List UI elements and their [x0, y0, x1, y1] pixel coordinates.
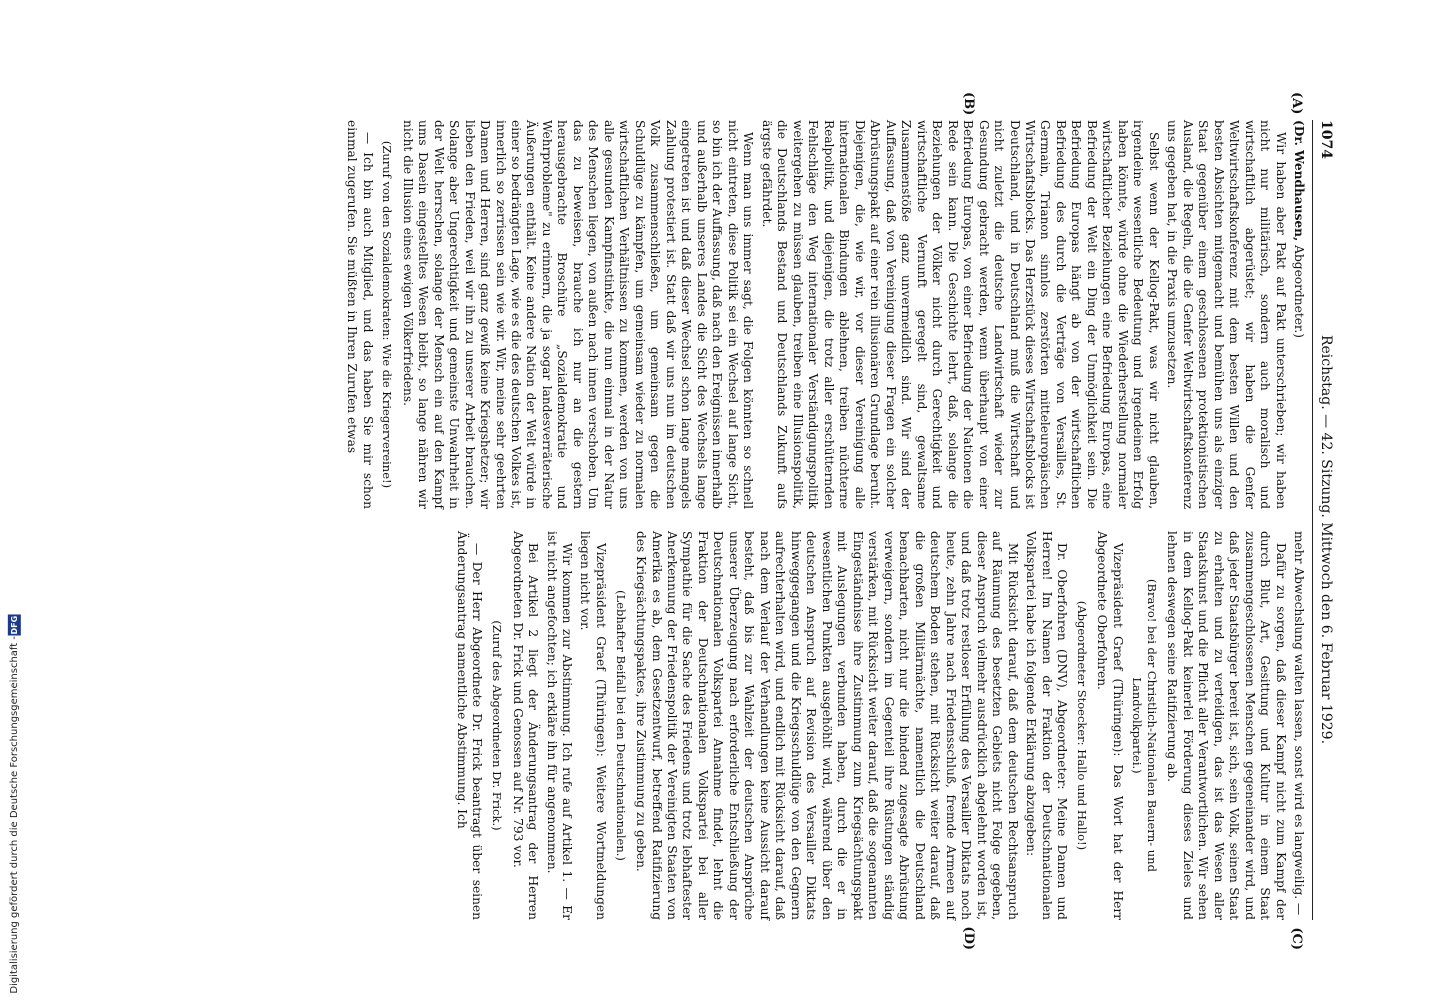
- margin-marker-b: (B): [961, 92, 977, 116]
- interjection: (Zuruf des Abgeordneten Dr. Frick.): [490, 620, 505, 831]
- paragraph: Selbst wenn der Kellog-Pakt, was wir nicht glauben, irgendeine wesentliche Bedeutung und irgendeinen Erfolg haben könnte, würde ohne die Wiederherstellung normaler wirtschaftlicher Beziehungen eine Befriedung Europas, eine Befriedung der Welt ein Ding der Unmöglichkeit sein. Die Befriedung Europas hängt ab von der wirtschaftlichen Befriedung des durch die Verträge von Versailles, St. Germain, Trianon sinnlos zerstörten mitteleuropäischen Wirtschaftsblocks. Das Herzstück dieses Wirtschaftsblocks ist Deutschland, und in Deutschland muß die Wirtschaft und nicht zuletzt die deutsche Landwirtschaft wieder zur Gesundung gebracht werden, wenn überhaupt von einer Befriedung Europas, von einer Befriedung der Nationen die Rede sein kann. Die Geschichte lehrt, daß, solange die Beziehungen der Völker nicht durch Gerechtigkeit und wirtschaftliche Vernunft geregelt sind, gewaltsame Zusammenstöße ganz unvermeidlich sind. Wir sind der Auffassung, daß von Vereinigung dieser Fragen ein solcher Abrüstungspakt auf einer rein illusionären Grundlage beruht. Diejenigen, die, wie wir, vor dieser Vereinigung alle internationalen Bindungen ablehnen, treiben nüchterne Realpolitik, und diejenigen, die trotz aller erschütternden Fehlschläge den Weg internationaler Verständigungspolitik weitergehen zu müssen glauben, treiben eine Illusionspolitik, die Deutschlands Bestand und Deutschlands Zukunft aufs ärgste gefährdet.: [759, 120, 1161, 509]
- page-header: [1312, 120, 1334, 920]
- speaker-name: (Dr. Wendhausen,: [1292, 120, 1307, 242]
- paragraph: Wenn man uns immer sagt, die Folgen könnten so schnell nicht eintreten, diese Politik sei ein Wechsel auf lange Sicht, so bin ich der Auffassung, daß nach den Ereignissen innerhalb und außerhalb unseres Landes die Sicht des Wechsels lange eingetreten ist und daß dieser Wechsel schon lange mangels Zahlung protestiert ist. Statt daß wir uns nun im deutschen Volk zusammenschließen, um gemeinsam gegen die Schuldlüge zu kämpfen, um gemeinsam wieder zu normalen wirtschaftlichen Verhältnissen zu kommen, werden von uns alle gesunden Kampfinstinkte, die nun einmal in der Natur des Menschen liegen, von außen nach innen verschoben. Um das zu beweisen, brauche ich nur an die gestern herausgebrachte Broschüre „Sozialdemokratie und Wehrprobleme" zu erinnern, die ja sogar landesverräterische Äußerungen enthält. Keine andere Nation der Welt würde in einer so bedrängten Lage, wie es die des deutschen Volkes ist, innerlich so zerrissen sein wie wir. Wir, meine sehr geehrten Damen und Herren, sind ganz gewiß keine Kriegshetzer; wir lieben den Frieden, weil wir ihn zu unserer Arbeit brauchen. Solange aber Ungerechtigkeit und gemeinste Unwahrheit in der Welt herrschen, solange der Mensch ein auf den Kampf ums Dasein eingestelltes Wesen bleibt, so lange nähren wir nicht die Illusion eines ewigen Völkerfriedens.: [400, 120, 756, 509]
- paragraph: Wir kommen zur Abstimmung. Ich rufe auf Artikel 1. — Er ist nicht angefochten; ich erkläre ihn für angenommen.: [544, 531, 574, 920]
- speaker-role: Abgeordneter.): [1292, 245, 1307, 339]
- interjection: (Zuruf von den Sozialdemokraten: Wie die Kriegervereine!): [380, 140, 395, 489]
- paragraph: mehr Abwechslung walten lassen, sonst wird es langweilig. —: [1292, 531, 1307, 916]
- margin-marker-d: (D): [961, 926, 977, 950]
- paragraph: Vizepräsident Graef (Thüringen): Das Wort hat der Herr Abgeordnete Oberfohren.: [1095, 531, 1125, 920]
- dfg-logo: DFG: [9, 616, 19, 636]
- paragraph: Dafür zu sorgen, daß dieser Kampf nicht zum Kampf der durch Blut, Art, Gesittung und Kultur in einem Staat zusammengeschlossenen Menschen gegeneinander wird, und daß jeder Staatsbürger bereit ist, sich, sein Volk, seinen Staat zu erhalten und zu verteidigen, das ist das Wesen aller Staatskunst und die Pflicht aller Verantwortlichen. Wir sehen in dem Kellog-Pakt keinerlei Förderung dieses Zieles und lehnen deswegen seine Ratifizierung ab.: [1165, 531, 1288, 920]
- paragraph: — Ich bin auch Mitglied, und das haben Sie mir schon einmal zugerufen. Sie müßten in Ihren Zurufen etwas: [345, 120, 375, 509]
- applause-note: (Bravo! bei der Christlich-Nationalen Bauern- und Landvolkpartei.): [1130, 579, 1159, 872]
- interjection: (Abgeordneter Stoecker: Hallo und Hallo!): [1074, 600, 1089, 851]
- page-title: Reichstag. — 42. Sitzung. Mittwoch den 6. Februar 1929.: [1318, 334, 1334, 745]
- paragraph: Bei Artikel 2 liegt der Änderungsantrag der Herren Abgeordneten Dr. Frick und Genossen auf Nr. 793 vor.: [510, 531, 541, 920]
- page-number: 1074: [1318, 120, 1334, 159]
- paragraph: Wir haben aber Pakt auf Pakt unterschrieben; wir haben nicht nur militärisch, sondern auch moralisch und wirtschaftlich abgerüstet; wir haben die Genfer Weltwirtschaftskonferenz mit dem besten Willen und den besten Absichten mitgemacht und bemühen uns als einziger Staat gegenüber einem geschlossenen protektionistischen Ausland, die Regeln, die die Genfer Weltwirtschaftskonferenz uns gegeben hat, in die Praxis umzusetzen.: [1165, 120, 1288, 509]
- margin-marker-a: (A): [1289, 92, 1305, 115]
- digitization-credit: [4, 616, 25, 994]
- applause-note: (Lebhafter Beifall bei den Deutschnationalen.): [613, 590, 628, 861]
- speaker-line: [1291, 120, 1306, 509]
- paragraph: — Der Herr Abgeordnete Dr. Frick beantragt über seinen Änderungsantrag namentliche Abstimmung. Ich: [454, 531, 485, 920]
- margin-marker-c: (C): [1289, 927, 1305, 950]
- right-column: [341, 531, 1307, 920]
- left-column: [341, 120, 1307, 509]
- text-columns: [341, 92, 1307, 950]
- paragraph: Dr. Oberfohren (DNV), Abgeordneter: Meine Damen und Herren! Im Namen der Fraktion der Deutschnationalen Volkspartei habe ich folgende Erklärung abzugeben:: [1024, 531, 1070, 920]
- paragraph: Mit Rücksicht darauf, daß dem deutschen Rechtsanspruch auf Räumung des besetzten Gebiets nicht Folge gegeben, dieser Anspruch vielmehr ausdrücklich abgelehnt worden ist, und daß trotz restloser Erfüllung des Versailler Diktats noch heute, zehn Jahre nach Friedensschluß, fremde Armeen auf deutschem Boden stehen, mit Rücksicht weiter darauf, daß die großen Militärmächte, namentlich die Deutschland benachbarten, nicht nur die bindend zugesagte Abrüstung verweigern, sondern im Gegenteil ihre Rüstungen ständig verstärken, mit Rücksicht weiter darauf, daß die sogenannten Eingeständnisse ihre Zustimmung zum Kriegsächtungspakt mit Auslegungen verbunden haben, durch die er in wesentlichen Punkten ausgehöhlt wird, während über den deutschen Anspruch auf Revision des Versailler Diktats hinweggegangen und die Kriegsschuldlüge von den Gegnern aufrechterhalten wird, und endlich mit Rücksicht darauf, daß nach dem Verlauf der Verhandlungen keine Aussicht darauf besteht, daß bis zur Wahlzeit der deutschen Ansprüche unserer Überzeugung nach erforderliche Entschließung der Deutschnationalen Volkspartei Annahme findet, lehnt die Fraktion der Deutschnationalen Volkspartei bei aller Sympathie für die Sache des Friedens und trotz lebhaftester Anerkennung der Friedenspolitik der Vereinigten Staaten von Amerika es ab, dem Gesetzentwurf, betreffend Ratifizierung des Kriegsächtungspaktes, ihre Zustimmung zu geben.: [634, 531, 1020, 920]
- credit-text: Digitalisierung gefördert durch die Deutsche Forschungsgemeinschaft -: [8, 636, 20, 994]
- paragraph: Vizepräsident Graef (Thüringen): Weitere Wortmeldungen liegen nicht vor.: [578, 531, 608, 920]
